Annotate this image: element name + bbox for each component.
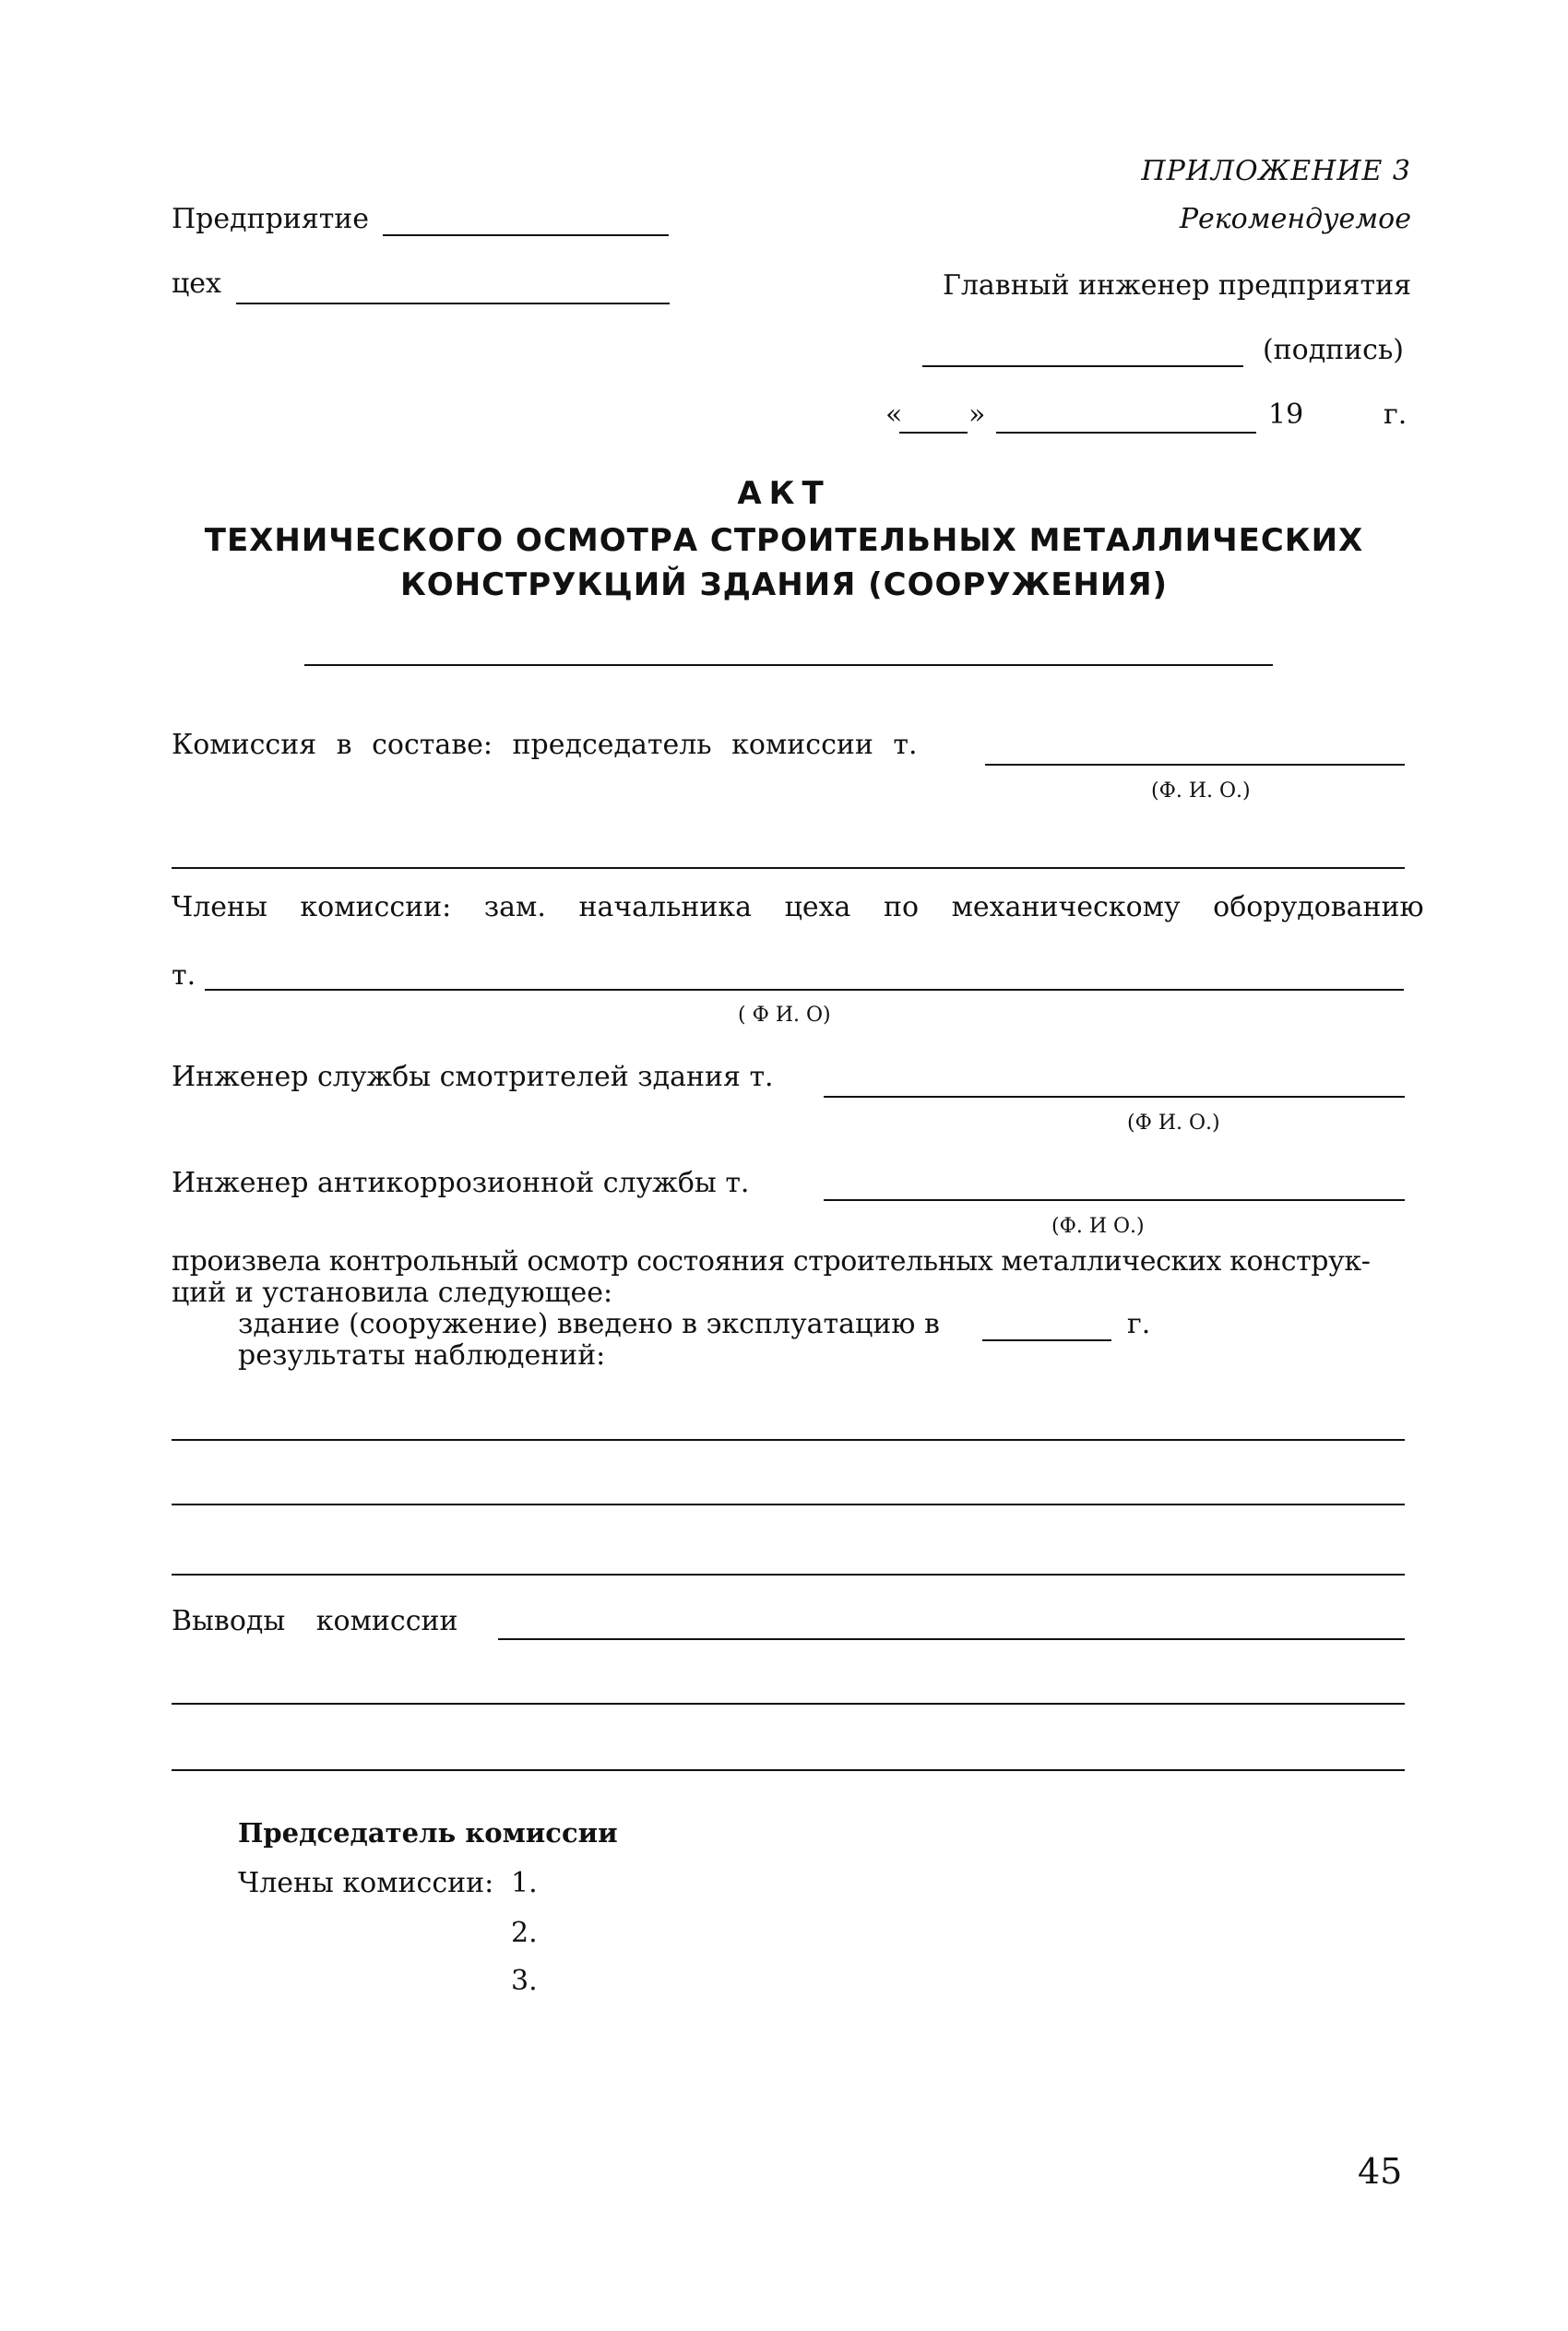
enterprise-label: Предприятие (172, 203, 370, 235)
engineer-anticorr-field[interactable] (824, 1199, 1405, 1201)
chairman-signature-label: Председатель комиссии (238, 1817, 618, 1849)
commission-chair-label: Комиссия в составе: председатель комиссии т. (172, 729, 918, 761)
year-suffix: г. (1384, 398, 1408, 431)
date-month-field[interactable] (996, 432, 1256, 434)
date-day-field[interactable] (899, 432, 968, 434)
commissioned-label: здание (сооружение) введено в эксплуатацию в (238, 1308, 940, 1340)
results-line-2[interactable] (172, 1504, 1405, 1505)
engineer-service-field[interactable] (824, 1096, 1405, 1098)
members-t-label: т. (172, 959, 196, 992)
chair-extra-field[interactable] (172, 867, 1405, 869)
commissioned-suffix: г. (1127, 1308, 1151, 1340)
chair-fio-field[interactable] (985, 764, 1405, 766)
results-label: результаты наблюдений: (238, 1339, 606, 1372)
act-title: АКТ (737, 475, 831, 512)
engineer-service-label: Инженер службы смотрителей здания т. (172, 1061, 774, 1093)
member-1-number: 1. (511, 1867, 538, 1899)
recommended-label: Рекомендуемое (1179, 203, 1411, 235)
results-line-3[interactable] (172, 1574, 1405, 1576)
signature-field[interactable] (922, 365, 1243, 367)
conclusions-line-2[interactable] (172, 1703, 1405, 1705)
members-label: Члены комиссии: зам. начальника цеха по механическому оборудованию (172, 891, 1424, 923)
paragraph-line1: произвела контрольный осмотр состояния строительных металлических конструк- (172, 1245, 1371, 1278)
conclusions-line-1[interactable] (498, 1638, 1405, 1640)
engineer-anticorr-label: Инженер антикоррозионной службы т. (172, 1167, 750, 1199)
commissioned-year-field[interactable] (982, 1339, 1111, 1341)
conclusions-label: Выводы комиссии (172, 1605, 458, 1637)
appendix-label: ПРИЛОЖЕНИЕ 3 (1141, 155, 1411, 187)
chief-engineer-label: Главный инженер предприятия (943, 269, 1411, 302)
workshop-field[interactable] (236, 303, 670, 304)
date-close-quote: » (968, 398, 986, 431)
engineer-service-fio-caption: (Ф И. О.) (1127, 1112, 1220, 1135)
signature-label: (подпись) (1262, 334, 1404, 366)
engineer-anticorr-fio-caption: (Ф. И О.) (1051, 1215, 1145, 1238)
act-subtitle-line1: ТЕХНИЧЕСКОГО ОСМОТРА СТРОИТЕЛЬНЫХ МЕТАЛЛИЧЕСКИХ (204, 522, 1364, 559)
act-subtitle-line2: КОНСТРУКЦИЙ ЗДАНИЯ (СООРУЖЕНИЯ) (399, 566, 1169, 603)
members-signature-label: Члены комиссии: (238, 1867, 494, 1899)
member-3-number: 3. (511, 1965, 538, 1997)
paragraph-line2: ций и установила следующее: (172, 1277, 613, 1309)
members-fio-field[interactable] (205, 989, 1404, 991)
title-underline-field[interactable] (304, 664, 1273, 666)
date-open-quote: « (885, 398, 903, 431)
chair-fio-caption: (Ф. И. О.) (1151, 779, 1251, 803)
page-number: 45 (1358, 2151, 1403, 2192)
workshop-label: цех (172, 268, 221, 300)
members-fio-caption: ( Ф И. О) (738, 1004, 831, 1027)
member-2-number: 2. (511, 1917, 538, 1949)
year-prefix: 19 (1268, 398, 1304, 431)
enterprise-field[interactable] (383, 234, 669, 236)
conclusions-line-3[interactable] (172, 1769, 1405, 1771)
results-line-1[interactable] (172, 1439, 1405, 1441)
